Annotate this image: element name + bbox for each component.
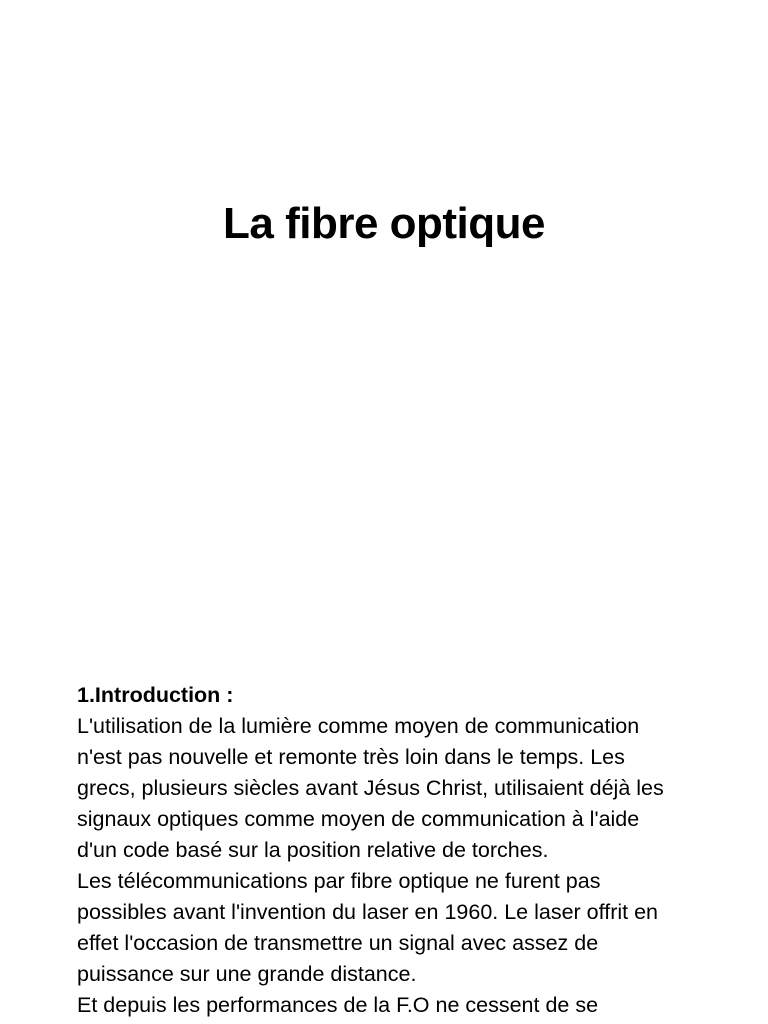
paragraph-line: signaux optiques comme moyen de communication à l'aide bbox=[77, 807, 640, 831]
paragraph-line: Et depuis les performances de la F.O ne cessent de se bbox=[77, 993, 599, 1017]
paragraph-line: puissance sur une grande distance. bbox=[77, 962, 417, 986]
introduction-section bbox=[77, 680, 737, 1021]
section-heading: 1.Introduction : bbox=[77, 683, 234, 707]
paragraph-line: n'est pas nouvelle et remonte très loin dans le temps. Les bbox=[77, 745, 625, 769]
paragraph-line: Les télécommunications par fibre optique ne furent pas bbox=[77, 869, 601, 893]
paragraph-line: effet l'occasion de transmettre un signal avec assez de bbox=[77, 931, 599, 955]
paragraph-line: L'utilisation de la lumière comme moyen de communication bbox=[77, 714, 640, 738]
paragraph-line: grecs, plusieurs siècles avant Jésus Christ, utilisaient déjà les bbox=[77, 776, 664, 800]
paragraph-line: possibles avant l'invention du laser en 1960. Le laser offrit en bbox=[77, 900, 658, 924]
document-title: La fibre optique bbox=[223, 199, 545, 248]
paragraph-line: d'un code basé sur la position relative de torches. bbox=[77, 838, 549, 862]
